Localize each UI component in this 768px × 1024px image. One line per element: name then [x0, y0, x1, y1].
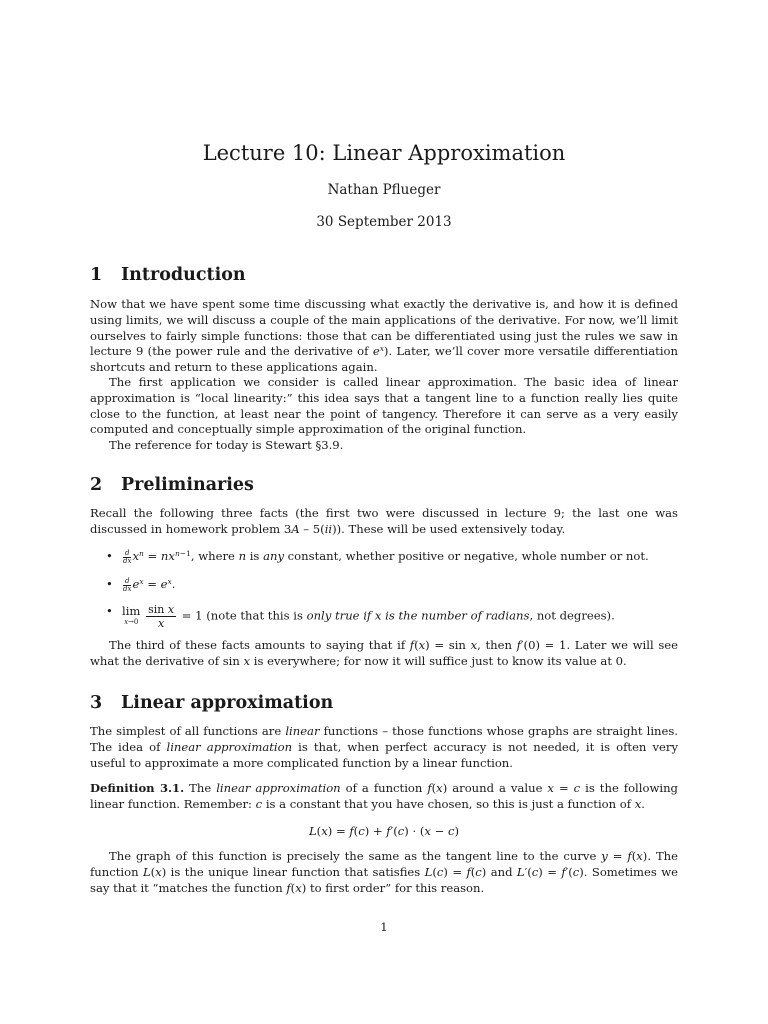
- section-title: Preliminaries: [121, 475, 254, 495]
- section-heading-preliminaries: [90, 474, 680, 496]
- intro-paragraph-2: The first application we consider is called linear approximation. The basic idea of linear approximation is “local linearity:” this idea says that a tangent line to a function really lies quite close to the function, at least near the point of tangency. Therefore it can serve as a very easily computed and conceptually simple approximation of the original function.: [90, 375, 678, 437]
- prelim-paragraph-2: The third of these facts amounts to saying that if f(x) = sin x, then f′(0) = 1. Later we will see what the derivative of sin x is everywhere; for now it will suffice just to know its value at 0.: [90, 638, 679, 668]
- bullet-icon: •: [106, 577, 113, 591]
- definition-label: Definition 3.1.: [90, 781, 185, 795]
- section-heading-introduction: [90, 264, 680, 286]
- definition-3-1: Definition 3.1. The linear approximation of a function f(x) around a value x = c is the following linear function. Remember: c is a constant that you have chosen, so this is just a function of x.: [90, 781, 678, 811]
- document-page: Lecture 10: Linear Approximation Nathan Pflueger 30 September 2013 1 Introduction Now that we have spent some time discussing what exactly the derivative is, and how it is defined using limits, we will discuss a couple of the main applications of the derivative. For now, we’ll limit ourselves to fairly simple functions: those that can be differentiated using just the rules we saw in lecture 9 (the power rule and the derivative of $e^x$). Later, we’ll cover more versatile differentiation shortcuts and return to these applications again. The first application we consider is called linear approximation. The basic idea of linear approximation is “local linearity:” this idea says that a tangent line to a function really lies quite close to the function, at least near the point of tangency. Therefore it can serve as a very easily computed and conceptually simple approximation of the original function. The reference for today is Stewart §3.9. 2 Preliminaries Recall the following three facts (the first two were discussed in lecture 9; the last one was discussed in homework problem 3A – 5(ii)). These will be used extensively today. • $\frac{d}{dx}$ $x^n = nx^{n-1}$, where n is any constant, whether positive or negative, whole number or not. • $\frac{d}{dx}$ $e^x = e^x$. • lim x→0 $\frac{\text{sin x}}{x}$ = 1 (note that this is only true if x is the number of radians, not degrees). The third of these facts amounts to saying that if f(x) = sin x, then f′(0) = 1. Later we will see what the derivative of sin x is everywhere; for now it will suffice just to know its value at 0. 3 Linear approximation The simplest of all functions are linear functions – those functions whose graphs are straight lines. The idea of linear approximation is that, when perfect accuracy is not needed, it is often very useful to approximate a more complicated function by a linear function. Definition 3.1. The linear approximation of a function f(x) around a value x = c is the following linear function. Remember: c is a constant that you have chosen, so this is just a function of x. L(x) = f(c) + f′(c) · (x − c) The graph of this function is precisely the same as the tangent line to the curve y = f(x). The function L(x) is the unique linear function that satisfies L(c) = f(c) and L′(c) = f′(c). Sometimes we say that it “matches the function f(x) to first order” for this reason. 1: [0, 0, 768, 1024]
- section-title: Introduction: [121, 265, 246, 285]
- prelim-paragraph-1: Recall the following three facts (the first two were discussed in lecture 9; the last one was discussed in homework problem 3A – 5(ii)). These will be used extensively today.: [90, 506, 678, 536]
- section-number: 1: [90, 265, 103, 285]
- publication-date: 30 September 2013: [316, 214, 452, 230]
- section-title: Linear approximation: [121, 693, 334, 713]
- section-heading-linear-approximation: [90, 692, 680, 714]
- intro-paragraph-3: The reference for today is Stewart §3.9.: [109, 438, 344, 452]
- page-number: 1: [380, 920, 388, 934]
- linear-approximation-equation: L(x) = f(c) + f′(c) · (x − c): [308, 824, 460, 838]
- author-name: Nathan Pflueger: [327, 182, 441, 198]
- bullet-icon: •: [106, 549, 113, 563]
- paper-title: Lecture 10: Linear Approximation: [202, 141, 566, 165]
- intro-paragraph-1: Now that we have spent some time discussing what exactly the derivative is, and how it is defined using limits, we will discuss a couple of the main applications of the derivative. For now, we’ll limit ourselves to fairly simple functions: those that can be differentiated using just the rules we saw in lecture 9 (the power rule and the derivative of $e^x$). Later, we’ll cover more versatile differentiation shortcuts and return to these applications again.: [90, 297, 678, 375]
- linear-paragraph-1: The simplest of all functions are linear functions – those functions whose graphs are straight lines. The idea of linear approximation is that, when perfect accuracy is not needed, it is often very useful to approximate a more complicated function by a linear function.: [90, 724, 678, 770]
- bullet-icon: •: [106, 604, 113, 618]
- linear-paragraph-2: The graph of this function is precisely the same as the tangent line to the curve y = f(x). The function L(x) is the unique linear function that satisfies L(c) = f(c) and L′(c) = f′(c). Sometimes we say that it “matches the function f(x) to first order” for this reason.: [90, 849, 679, 895]
- section-number: 2: [90, 475, 103, 495]
- section-number: 3: [90, 693, 103, 713]
